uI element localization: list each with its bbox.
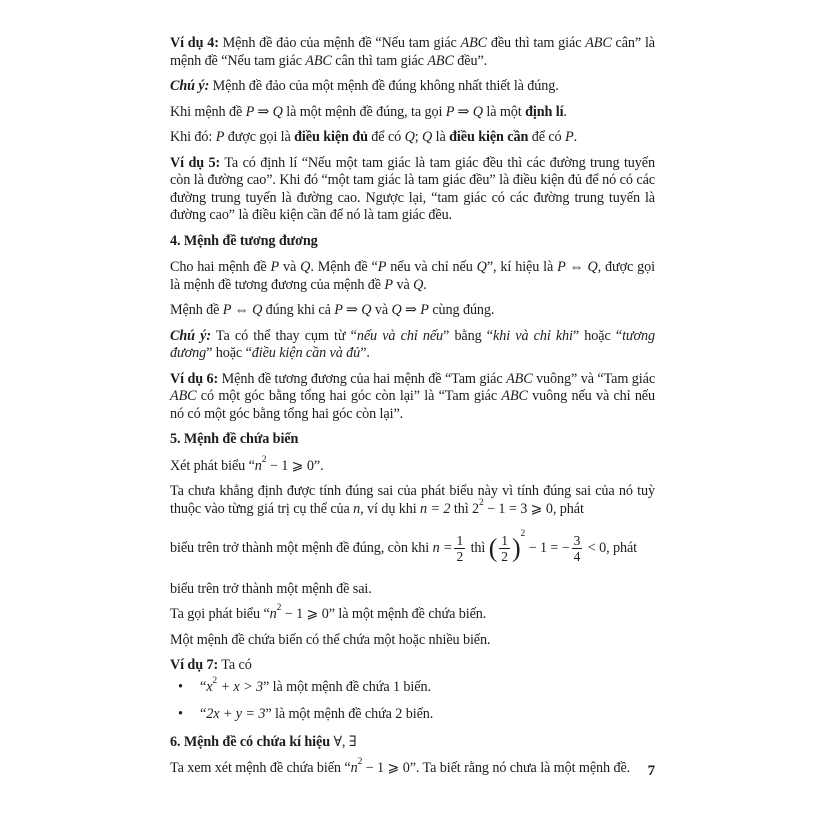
quantifier-intro: Ta xem xét mệnh đề chứa biến “$n^2 - 1$ ⩾ 0”. Ta biết rằng nó chưa là một mệnh đề. (170, 757, 631, 777)
note-converse: Chú ý: Mệnh đề đảo của một mệnh đề đúng không nhất thiết là đúng. (170, 78, 559, 94)
example-4: Ví dụ 4: Mệnh đề đảo của mệnh đề “Nếu tam giác ABC đều thì tam giác ABC cân” là mệnh đề “Nếu tam giác ABC cân thì tam giác ABC đều”. (170, 35, 655, 69)
fraction-one-half-paren: $\frac{1}{2}$ (501, 533, 508, 565)
equivalence-condition: Mệnh đề P ⇔ Q đúng khi cả P ⇒ Q và Q ⇒ P cùng đúng. (170, 302, 495, 318)
quantifier-symbols: ∀, ∃ (333, 733, 357, 750)
conditions-definition: Khi đó: P được gọi là điều kiện đủ để có Q; Q là điều kiện cần để có P. (170, 129, 578, 145)
note-synonyms: Chú ý: Ta có thể thay cụm từ “nếu và chỉ nếu” bằng “khi và chỉ khi” hoặc “tương đương” hoặc “điều kiện cần và đủ”. (170, 327, 656, 361)
theorem-definition: Khi mệnh đề P ⇒ Q là một mệnh đề đúng, ta gọi P ⇒ Q là một định lí. (170, 103, 567, 120)
term-necessary: điều kiện cần (449, 129, 529, 145)
list-item: • “$x^2 + x > 3$” là một mệnh đề chứa 1 biến. (178, 675, 431, 695)
fraction-three-quarters: $\frac{3}{4}$ (573, 533, 581, 565)
statement-intro: Xét phát biểu “$n^2 - 1$ ⩾ 0”. (170, 454, 324, 474)
term-theorem: định lí (525, 103, 564, 120)
open-sentence-definition: Ta gọi phát biểu “$n^2 - 1$ ⩾ 0” là một mệnh đề chứa biến. (170, 603, 487, 623)
textbook-page (170, 35, 655, 786)
list-item: • “2x + y = 3” là một mệnh đề chứa 2 biến. (178, 706, 434, 723)
fraction-one-half: $\frac{1}{2}$ (456, 533, 464, 565)
page-number: 7 (647, 763, 655, 779)
equivalence-definition: Cho hai mệnh đề P và Q. Mệnh đề “P nếu và chỉ nếu Q”, kí hiệu là P ⇔ Q, được gọi là mệnh đề tương đương của mệnh đề P và Q. (170, 259, 655, 293)
example-label: Ví dụ 4: (170, 35, 219, 51)
multiple-variables-note: Một mệnh đề chứa biến có thể chứa một hoặc nhiều biến. (170, 631, 491, 648)
fraction-example-line: biểu trên trở thành một mệnh đề đúng, còn khi n = $\frac{1}{2}$ thì ( $\frac{1}{2}$ )$^2$ − 1 = − $\frac{3}{4}$ < 0, phát (170, 529, 638, 565)
bullet-icon: • (178, 706, 183, 723)
note-label: Chú ý: (170, 78, 210, 94)
example-label: Ví dụ 5: (170, 154, 221, 171)
term-sufficient: điều kiện đủ (294, 129, 368, 145)
note-label: Chú ý: (170, 327, 211, 344)
example-7: Ví dụ 7: Ta có (170, 657, 252, 674)
section-heading-5: 5. Mệnh đề chứa biến (170, 431, 299, 447)
truth-depends-paragraph: Ta chưa khẳng định được tính đúng sai của phát biểu này vì tính đúng sai của nó tuỳ thuộc vào từng giá trị cụ thể của n, ví dụ khi n = 2 thì $2^2 - 1 = 3$ ⩾ 0, phát (170, 483, 655, 517)
section-heading-4: 4. Mệnh đề tương đương (170, 232, 318, 249)
example-label: Ví dụ 6: (170, 370, 219, 387)
example-label: Ví dụ 7: (170, 657, 219, 674)
example-6: Ví dụ 6: Mệnh đề tương đương của hai mệnh đề “Tam giác ABC vuông” và “Tam giác ABC có một góc bằng tổng hai góc còn lại” là “Tam giác ABC vuông nếu và chỉ nếu nó có một góc bằng tổng hai góc còn lại”. (170, 370, 656, 422)
example-7-list (170, 675, 655, 724)
bullet-icon: • (178, 678, 183, 695)
section-heading-6: 6. Mệnh đề có chứa kí hiệu ∀, ∃ (170, 733, 357, 750)
false-statement-line: biểu trên trở thành một mệnh đề sai. (170, 580, 372, 597)
example-5: Ví dụ 5: Ta có định lí “Nếu một tam giác là tam giác đều thì các đường trung tuyến còn là đường cao”. Khi đó “một tam giác là tam giác đều” là điều kiện đủ để nó có các đường trung tuyến là đường cao. Ngược lại, “tam giác có các đường trung tuyến là đường cao” là điều kiện cần để nó là tam giác đều. (170, 154, 655, 223)
